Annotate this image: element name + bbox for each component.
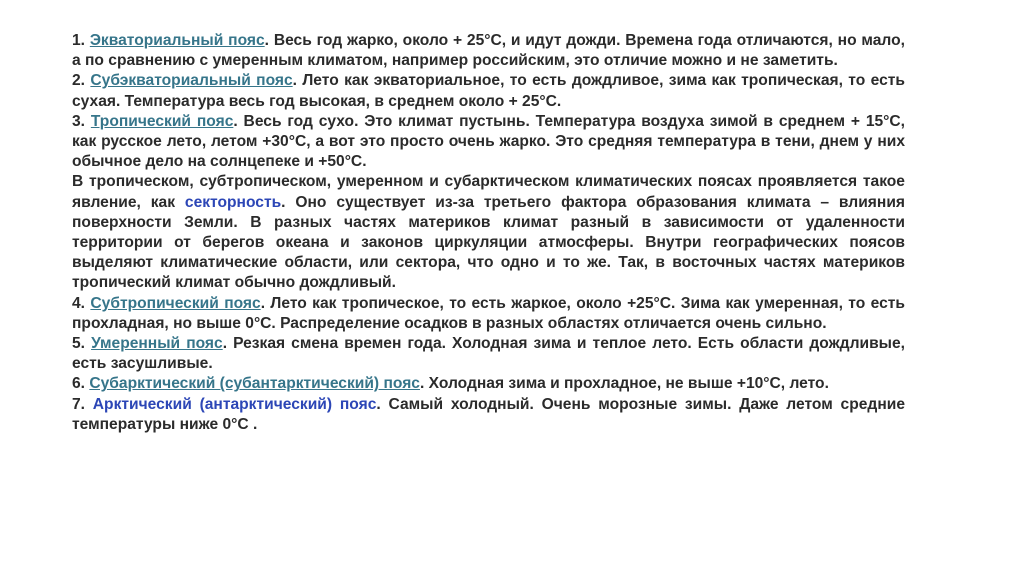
- item-number: 1.: [72, 32, 90, 49]
- paragraph-text: . Весь год сухо. Это климат пустынь. Температура воздуха зимой в среднем + 15°С, как русское лето, летом +30°С, а вот это просто очень жарко. Это средняя температура в тени, днем у них обычное дело на солнцепеке и +50°С.: [72, 112, 906, 171]
- item-number: 2.: [72, 72, 91, 90]
- paragraph-text: . Лето как экваториальное, то есть дождливое, зима как тропическая, то есть сухая. Температура весь год высокая, в среднем около + 25°С.: [72, 72, 905, 110]
- paragraph-text: . Резкая смена времен года. Холодная зима и теплое лето. Есть области дождливые, есть засушливые.: [72, 335, 905, 373]
- paragraph-text: . Лето как тропическое, то есть жаркое, около +25°С. Зима как умеренная, то есть прохладная, но выше 0°С. Распределение осадков в разных областях отличается очень сильно.: [72, 294, 905, 332]
- paragraph-subequatorial: [72, 71, 905, 111]
- paragraph-text-before: В тропическом, субтропическом, умеренном и субарктическом климатических поясах проявляется такое явление, как: [72, 173, 905, 211]
- item-number: 5.: [72, 335, 92, 353]
- link-sectoring[interactable]: секторность: [184, 193, 282, 211]
- link-equatorial-belt[interactable]: Экваториальный пояс: [89, 32, 265, 49]
- item-number: 3.: [72, 112, 91, 130]
- paragraph-tropical: [72, 112, 905, 173]
- paragraph-sectoring: [72, 172, 905, 293]
- paragraph-arctic: [72, 395, 905, 435]
- link-subarctic-belt[interactable]: Субарктический (субантарктический) пояс: [89, 375, 420, 393]
- paragraph-text: . Весь год жарко, около + 25°С, и идут дожди. Времена года отличаются, но мало, а по сравнению с умеренным климатом, например российским, это отличие можно и не заметить.: [72, 32, 905, 70]
- paragraph-text: . Оно существует из-за третьего фактора образования климата – влияния поверхности Земли. В разных частях материков климат разный в зависимости от удаленности территории от берегов океана и законов циркуляции атмосферы. Внутри географических поясов выделяют климатические области, или сектора, что одно и то же. Так, в восточных частях материков тропический климат обычно дождливый.: [72, 193, 906, 292]
- item-number: 4.: [72, 294, 91, 312]
- item-number: 6.: [72, 375, 90, 393]
- item-number: 7.: [72, 395, 93, 413]
- paragraph-temperate: [72, 334, 905, 374]
- link-subequatorial-belt[interactable]: Субэкваториальный пояс: [90, 72, 293, 90]
- paragraph-text: . Самый холодный. Очень морозные зимы. Даже летом средние температуры ниже 0°С .: [72, 395, 905, 433]
- climate-zones-text: [72, 31, 905, 435]
- paragraph-subtropical: [72, 294, 905, 334]
- paragraph-subarctic: [72, 374, 905, 394]
- link-subtropical-belt[interactable]: Субтропический пояс: [90, 294, 261, 312]
- link-temperate-belt[interactable]: Умеренный пояс: [91, 335, 223, 353]
- link-tropical-belt[interactable]: Тропический пояс: [90, 112, 234, 130]
- paragraph-text: . Холодная зима и прохладное, не выше +10°С, лето.: [419, 375, 829, 393]
- paragraph-equatorial: [72, 31, 905, 71]
- link-arctic-belt[interactable]: Арктический (антарктический) пояс: [92, 395, 377, 413]
